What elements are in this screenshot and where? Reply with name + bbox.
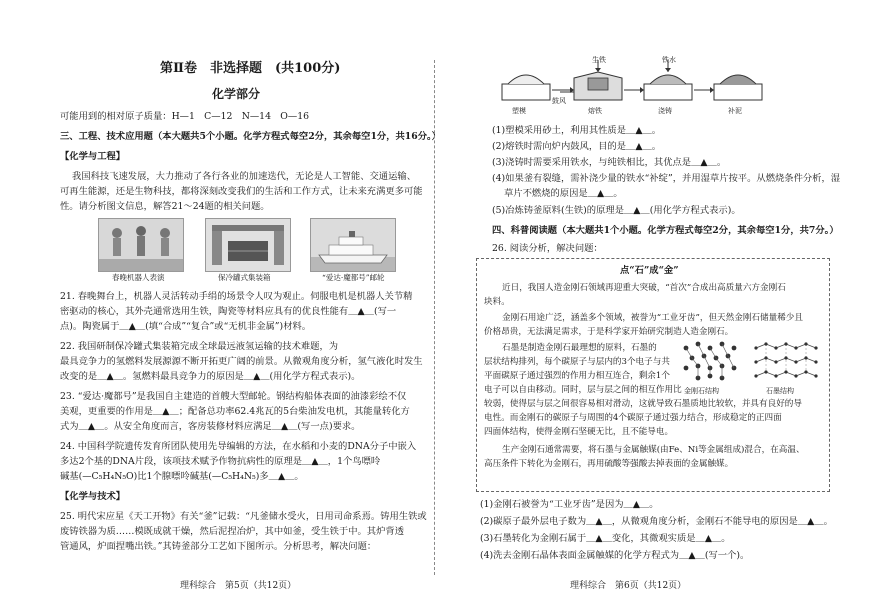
intro-line: 性。请分析图文信息，解答21～24题的相关问题。 <box>60 201 270 212</box>
reading-line: 较弱，使得层与层之间很容易相对滑动，这就导致石墨质地比较软，并具有良好的导 <box>484 399 802 409</box>
q22-line: 最具竞争力的氢燃料发展源源不断开拓更广阔的前景。从微观角度分析，氢气液化时发生 <box>60 356 423 367</box>
topic-engineering: 【化学与工程】 <box>60 151 126 162</box>
section-title: 化学部分 <box>212 87 261 101</box>
photo-caption: 保冷罐式集装箱 <box>218 273 271 282</box>
q25-sub: (1)塑模采用砂土，利用其性质是＿▲＿。 <box>492 125 662 136</box>
graphite-structure-diagram <box>752 340 824 384</box>
reading-line: 块料。 <box>484 297 510 307</box>
q26-sub: (4)洗去金刚石晶体表面金属触媒的化学方程式为＿▲＿(写一个)。 <box>480 550 750 561</box>
q22-line: 22. 我国研制保冷罐式集装箱完成全球最远液氢运输的技术难题，为 <box>60 341 339 352</box>
q21-line: 21. 春晚舞台上，机器人灵活转动手绢的场景令人叹为观止。伺服电机是机器人关节精 <box>60 291 413 302</box>
topic-technology: 【化学与技术】 <box>60 491 126 502</box>
q24-line: 24. 中国科学院遗传发育所团队使用先导编辑的方法，在水稻和小麦的DNA分子中嵌入 <box>60 441 417 452</box>
q23-line: 美观，更重要的作用是＿▲＿；配备总功率62.4兆瓦的5台柴油发电机，其能量转化方 <box>60 406 410 417</box>
q24-line: 多达2个基的DNA片段，该项技术赋予作物抗病性的原理是＿▲＿，1个鸟嘌呤 <box>60 456 381 467</box>
q26-intro: 26. 阅读分析，解决问题： <box>492 243 603 254</box>
reading-line: 石墨是制造金刚石最理想的原料，石墨的 <box>502 343 657 353</box>
intro-line: 可再生能源，还是生物科技，都将深刻改变我们的生活和工作方式，让未来充满更多可能 <box>60 186 423 197</box>
q26-sub: (2)碳原子最外层电子数为＿▲＿，从微观角度分析，金刚石不能导电的原因是＿▲＿。 <box>480 516 833 527</box>
q26-sub: (1)金刚石被誉为“工业牙齿”是因为＿▲＿。 <box>480 499 659 510</box>
q22-line: 改变的是＿▲＿。氢燃料最具竞争力的原因是＿▲＿(用化学方程式表示)。 <box>60 371 361 382</box>
cruise-ship-photo <box>310 218 396 272</box>
label-patch: 补泥 <box>728 107 742 115</box>
q23-line: 23. “爱达·魔都号”是我国自主建造的首艘大型邮轮。钢结构船体表面的油漆彩绘不仅 <box>60 391 407 402</box>
q25-sub: (2)熔铁时需向炉内鼓风，目的是＿▲＿。 <box>492 141 662 152</box>
q21-line: 密驱动的核心，其外壳通常选用生铁，陶瓷等材料应具有的优良性能有＿▲＿(写一 <box>60 306 397 317</box>
page-footer: 理科综合 第6页（共12页） <box>570 581 687 591</box>
reading-line: 近日，我国人造金刚石领域再迎重大突破，“首次”合成出高质量六方金刚石 <box>502 283 786 293</box>
photo-caption: “爱达·魔都号”邮轮 <box>322 273 385 282</box>
reading-title: 点“石”成“金” <box>620 265 679 276</box>
diamond-structure-label: 金刚石结构 <box>684 387 719 395</box>
intro-line: 我国科技飞速发展，大力推动了各行各业的加速迭代，无论是人工智能、交通运输、 <box>72 171 416 182</box>
q25-line: 废铸铁器为质……模既成就干燥，然后泥捏冶炉，其中如釜，受生铁于中。其炉背透 <box>60 526 404 537</box>
label-cast: 浇铸 <box>658 107 672 115</box>
part3-heading: 三、工程、技术应用题（本大题共5个小题。化学方程式每空2分，其余每空1分，共16分。） <box>60 131 441 142</box>
reading-line: 四面体结构，使得金刚石坚硬无比，且不能导电。 <box>484 427 674 437</box>
q23-line: 式为＿▲＿。从安全角度而言，客房装修材料应满足＿▲＿(写一点)要求。 <box>60 421 361 432</box>
label-pig-iron: 生铁 <box>592 56 606 64</box>
page-divider <box>434 60 435 575</box>
reading-line: 层状结构排列，每个碳原子与层内的3个电子与共 <box>484 357 670 367</box>
label-mold: 塑模 <box>512 107 526 115</box>
diamond-structure-diagram <box>676 338 746 384</box>
q25-sub: (3)浇铸时需要采用铁水，与纯铁相比，其优点是＿▲＿。 <box>492 157 727 168</box>
robot-performance-photo <box>98 218 184 272</box>
q25-sub: (4)如果釜有裂缝，需补浇少量的铁水“补绽”，并用湿草片按平。从燃烧条件分析，湿 <box>492 173 841 184</box>
reading-line: 价格昂贵，无法满足需求，于是科学家开始研究制造人造金刚石。 <box>484 327 734 337</box>
q25-sub: 草片不燃烧的原因是＿▲＿。 <box>504 188 623 199</box>
photo-caption: 春晚机器人表演 <box>112 273 165 282</box>
reading-line: 电性。而金刚石的碳原子与周围的4个碳原子通过强力结合，形成稳定的正四面 <box>484 413 782 423</box>
part4-heading: 四、科普阅读题（本大题共1个小题。化学方程式每空2分，其余每空1分，共7分。） <box>492 225 839 236</box>
container-photo <box>205 218 291 272</box>
reading-line: 高压条件下转化为金刚石，再用硫酸等强酸去掉表面的金属触媒。 <box>484 459 734 469</box>
reading-line: 平面碳原子通过强烈的作用力相互连合，剩余1个 <box>484 371 670 381</box>
reading-line: 电子可以自由移动。同时，层与层之间的相互作用比 <box>484 385 682 395</box>
label-smelt: 熔铁 <box>588 107 602 115</box>
right-page <box>440 0 870 615</box>
q25-line: 25. 明代宋应星《天工开物》有关“釜”记载：“凡釜储水受火，日用司命系焉。铸用生铁或 <box>60 511 427 522</box>
q24-line: 碱基(—C₅H₄N₅O)比1个腺嘌呤碱基(—C₅H₄N₅)多＿▲＿。 <box>60 471 304 482</box>
volume-title: 第Ⅱ卷 非选择题 (共100分) <box>160 61 341 76</box>
atomic-masses: 可能用到的相对原子质量：H—1 C—12 N—14 O—16 <box>60 111 310 122</box>
label-bellows: 鼓风 <box>552 97 566 105</box>
reading-line: 金刚石用途广泛，涵盖多个领域，被誉为“工业牙齿”，但天然金刚石储量稀少且 <box>502 313 803 323</box>
label-molten-iron: 铁水 <box>662 56 676 64</box>
page-footer: 理科综合 第5页（共12页） <box>180 581 297 591</box>
graphite-structure-label: 石墨结构 <box>766 387 794 395</box>
reading-line: 生产金刚石通常需要，将石墨与金属触媒(由Fe、Ni等金属组成)混合，在高温、 <box>502 445 805 455</box>
q25-line: 管通风，炉面捏嘴出铁。”其铸釜部分工艺如下图所示。分析思考，解决问题： <box>60 541 377 552</box>
q25-sub: (5)冶炼铸釜原料(生铁)的原理是＿▲＿(用化学方程式表示)。 <box>492 205 741 216</box>
q26-sub: (3)石墨转化为金刚石属于＿▲＿变化，其微观实质是＿▲＿。 <box>480 533 731 544</box>
q21-line: 点)。陶瓷属于＿▲＿(填“合成”“复合”或“无机非金属”)材料。 <box>60 321 312 332</box>
